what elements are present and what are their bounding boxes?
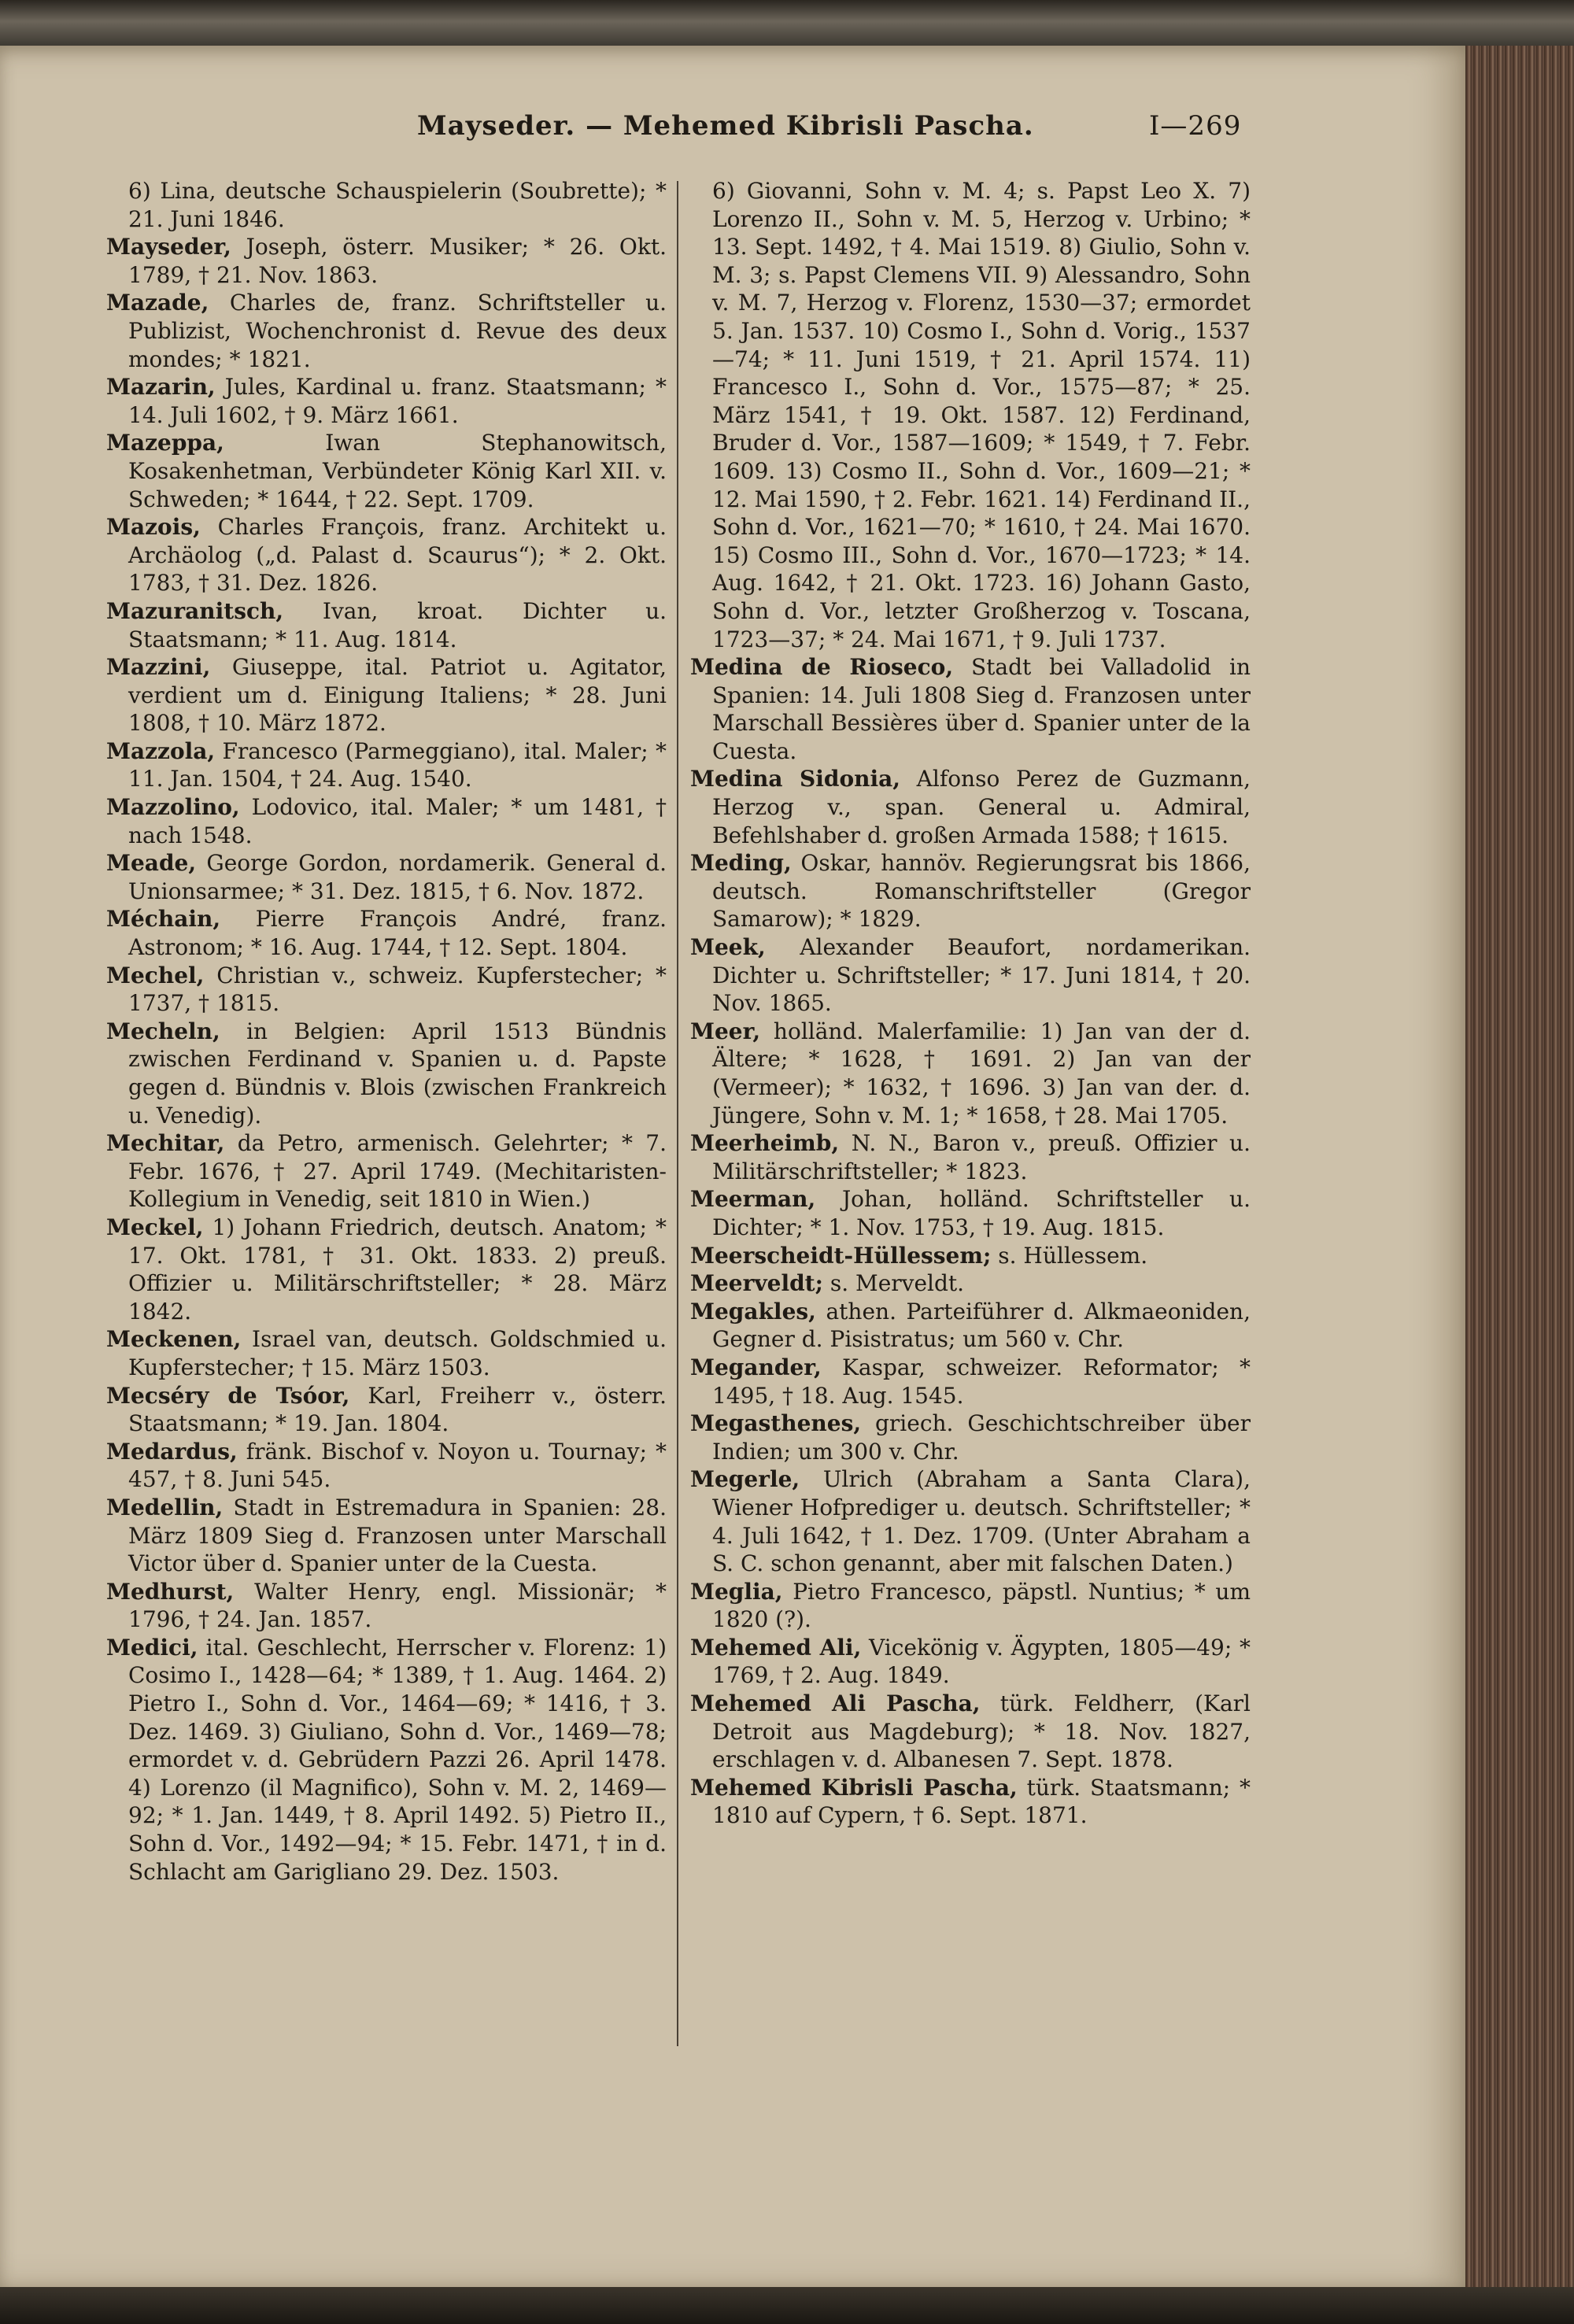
dictionary-entry — [106, 1438, 667, 1494]
header-title: Mayseder. — Mehemed Kibrisli Pascha. — [417, 110, 1034, 142]
entry-text: 6) Giovanni, Sohn v. M. 4; s. Papst Leo X. 7) Lorenzo II., Sohn v. M. 5, Herzog v. Urbino; * 13. Sept. 1492, † 4. Mai 1519. 8) Giulio, Sohn v. M. 3; s. Papst Clemens VII. 9) Alessandro, Sohn v. M. 7, Herzog v. Florenz, 1530—37; ermordet 5. Jan. 1537. 10) Cosmo I., Sohn d. Vorig., 1537—74; * 11. Juni 1519, † 21. April 1574. 11) Francesco I., Sohn d. Vor., 1575—87; * 25. März 1541, † 19. Okt. 1587. 12) Ferdinand, Bruder d. Vor., 1587—1609; * 1549, † 7. Febr. 1609. 13) Cosmo II., Sohn d. Vor., 1609—21; * 12. Mai 1590, † 2. Febr. 1621. 14) Ferdinand II., Sohn d. Vor., 1621—70; * 1610, † 24. Mai 1670. 15) Cosmo III., Sohn d. Vor., 1670—1723; * 14. Aug. 1642, † 21. Okt. 1723. 16) Johann Gasto, Sohn d. Vor., letzter Großherzog v. Toscana, 1723—37; * 24. Mai 1671, † 9. Juli 1737. — [712, 178, 1251, 652]
entry-text: türk. Feldherr, (Karl Detroit aus Magdeburg); * 18. Nov. 1827, erschlagen v. d. Albanesen 7. Sept. 1878. — [712, 1690, 1251, 1773]
entry-text: Christian v., schweiz. Kupferstecher; * 1737, † 1815. — [128, 962, 667, 1017]
entry-text: Joseph, österr. Musiker; * 26. Okt. 1789, † 21. Nov. 1863. — [128, 234, 667, 288]
entry-text: Lodovico, ital. Maler; * um 1481, † nach 1548. — [128, 794, 667, 848]
entry-text: Ivan, kroat. Dichter u. Staatsmann; * 11. Aug. 1814. — [128, 597, 667, 652]
entry-text: ital. Geschlecht, Herrscher v. Florenz: 1) Cosimo I., 1428—64; * 1389, † 1. Aug. 1464. 2) Pietro I., Sohn d. Vor., 1464—69; * 1416, † 3. Dez. 1469. 3) Giuliano, Sohn d. Vor., 1469—78; ermordet v. d. Gebrüdern Pazzi 26. April 1478. 4) Lorenzo (il Magnifico), Sohn v. M. 2, 1469—92; * 1. Jan. 1449, † 8. April 1492. 5) Pietro II., Sohn d. Vor., 1492—94; * 15. Febr. 1471, † in d. Schlacht am Garigliano 29. Dez. 1503. — [128, 1634, 667, 1885]
entry-headword: Meglia, — [690, 1578, 783, 1605]
dictionary-entry — [106, 513, 667, 597]
entry-text: George Gordon, nordamerik. General d. Unionsarmee; * 31. Dez. 1815, † 6. Nov. 1872. — [128, 850, 667, 904]
dictionary-entry — [106, 597, 667, 653]
entry-headword: Medhurst, — [106, 1578, 235, 1605]
book-top-edge — [0, 0, 1574, 47]
entry-headword: Mazarin, — [106, 374, 216, 401]
dictionary-entry — [690, 1578, 1251, 1634]
entry-headword: Megander, — [690, 1354, 822, 1380]
column-divider — [677, 181, 678, 2046]
dictionary-entry — [690, 1185, 1251, 1241]
entry-headword: Mazade, — [106, 290, 209, 316]
entry-text: Johan, holländ. Schriftsteller u. Dichter; * 1. Nov. 1753, † 19. Aug. 1815. — [712, 1186, 1251, 1240]
dictionary-entry — [690, 1465, 1251, 1577]
page-number: I—269 — [1149, 110, 1242, 142]
dictionary-entry — [106, 1129, 667, 1214]
dictionary-entry — [106, 849, 667, 905]
dictionary-entry — [690, 849, 1251, 933]
entry-text: Jules, Kardinal u. franz. Staatsmann; * 14. Juli 1602, † 9. März 1661. — [128, 374, 667, 428]
entry-text: Alexander Beaufort, nordamerikan. Dichter u. Schriftsteller; * 17. Juni 1814, † 20. Nov. 1865. — [712, 934, 1251, 1017]
entry-headword: Meek, — [690, 934, 766, 961]
entry-text: holländ. Malerfamilie: 1) Jan van der d. Ältere; * 1628, † 1691. 2) Jan van der (Vermeer); * 1632, † 1696. 3) Jan van der. d. Jüngere, Sohn v. M. 1; * 1658, † 28. Mai 1705. — [712, 1018, 1251, 1129]
dictionary-entry — [690, 177, 1251, 653]
entry-text: Israel van, deutsch. Goldschmied u. Kupferstecher; † 15. März 1503. — [128, 1326, 667, 1380]
page-stack-edge — [1465, 46, 1574, 2287]
dictionary-entry — [690, 653, 1251, 765]
entry-text: Giuseppe, ital. Patriot u. Agitator, verdient um d. Einigung Italiens; * 28. Juni 1808, † 10. März 1872. — [128, 654, 667, 737]
entry-headword: Mazzolino, — [106, 794, 240, 821]
entry-text: griech. Geschichtschreiber über Indien; um 300 v. Chr. — [712, 1410, 1251, 1465]
entry-headword: Meer, — [690, 1018, 761, 1044]
dictionary-entry — [106, 429, 667, 513]
entry-headword: Megerle, — [690, 1466, 800, 1493]
entry-text: N. N., Baron v., preuß. Offizier u. Militärschriftsteller; * 1823. — [712, 1130, 1251, 1184]
entry-headword: Meade, — [106, 850, 197, 877]
dictionary-entry — [106, 737, 667, 793]
running-header — [417, 110, 1251, 157]
entry-text: 6) Lina, deutsche Schauspielerin (Soubrette); * 21. Juni 1846. — [128, 178, 667, 232]
entry-headword: Megasthenes, — [690, 1410, 862, 1437]
dictionary-entry — [690, 1774, 1251, 1830]
entry-headword: Mazzola, — [106, 737, 216, 764]
entry-text: Francesco (Parmeggiano), ital. Maler; * 11. Jan. 1504, † 24. Aug. 1540. — [128, 737, 667, 793]
entry-text: Alfonso Perez de Guzmann, Herzog v., span. General u. Admiral, Befehlshaber d. großen Armada 1588; † 1615. — [712, 766, 1251, 848]
dictionary-entry — [106, 1018, 667, 1129]
dictionary-entry — [106, 793, 667, 849]
dictionary-entry — [106, 1214, 667, 1325]
entry-headword: Mechel, — [106, 962, 205, 988]
entry-text: fränk. Bischof v. Noyon u. Tournay; * 457, † 8. Juni 545. — [128, 1438, 667, 1493]
entry-text: Vicekönig v. Ägypten, 1805—49; * 1769, † 2. Aug. 1849. — [712, 1634, 1251, 1689]
entry-headword: Mecheln, — [106, 1018, 220, 1044]
dictionary-entry — [106, 233, 667, 289]
entry-text: in Belgien: April 1513 Bündnis zwischen Ferdinand v. Spanien u. d. Papste gegen d. Bündnis v. Blois (zwischen Frankreich u. Venedig). — [128, 1018, 667, 1129]
entry-headword: Mehemed Ali, — [690, 1634, 862, 1661]
entry-headword: Megakles, — [690, 1298, 816, 1325]
entry-text: s. Hüllessem. — [991, 1242, 1148, 1269]
dictionary-entry — [106, 653, 667, 737]
entry-text: Stadt in Estremadura in Spanien: 28. März 1809 Sieg d. Franzosen unter Marschall Victor über d. Spanier unter de la Cuesta. — [128, 1494, 667, 1577]
dictionary-entry — [106, 1382, 667, 1438]
book-bottom-edge — [0, 2287, 1574, 2324]
dictionary-entry — [690, 1269, 1251, 1298]
entry-headword: Meerheimb, — [690, 1130, 840, 1157]
left-column — [106, 177, 667, 1886]
entry-text: s. Merveldt. — [822, 1270, 965, 1297]
entry-text: Karl, Freiherr v., österr. Staatsmann; * 19. Jan. 1804. — [128, 1382, 667, 1437]
entry-headword: Mazeppa, — [106, 430, 224, 456]
entry-headword: Méchain, — [106, 906, 221, 933]
entry-headword: Medina Sidonia, — [690, 766, 901, 793]
dictionary-entry — [106, 1494, 667, 1578]
entry-headword: Mecséry de Tsóor, — [106, 1382, 350, 1409]
entry-headword: Medellin, — [106, 1494, 224, 1520]
entry-text: Charles François, franz. Architekt u. Archäolog („d. Palast d. Scaurus“); * 2. Okt. 1783, † 31. Dez. 1826. — [128, 514, 667, 597]
entry-headword: Meckel, — [106, 1214, 204, 1240]
entry-headword: Mehemed Ali Pascha, — [690, 1690, 981, 1717]
dictionary-entry — [690, 1354, 1251, 1410]
dictionary-entry — [106, 373, 667, 429]
entry-headword: Mehemed Kibrisli Pascha, — [690, 1774, 1018, 1801]
dictionary-entry — [690, 765, 1251, 849]
entry-headword: Meckenen, — [106, 1326, 242, 1353]
entry-headword: Mazzini, — [106, 654, 211, 681]
entry-headword: Mayseder, — [106, 234, 231, 260]
entry-headword: Meerman, — [690, 1186, 816, 1213]
dictionary-entry — [106, 289, 667, 373]
entry-text: türk. Staatsmann; * 1810 auf Cypern, † 6. Sept. 1871. — [712, 1774, 1251, 1829]
dictionary-entry — [690, 1634, 1251, 1690]
dictionary-entry — [690, 1690, 1251, 1774]
entry-text: Ulrich (Abraham a Santa Clara), Wiener Hofprediger u. deutsch. Schriftsteller; * 4. Juli 1642, † 1. Dez. 1709. (Unter Abraham a S. C. schon genannt, aber mit falschen Daten.) — [712, 1466, 1251, 1577]
entry-headword: Meerscheidt-Hüllessem; — [690, 1242, 992, 1269]
entry-headword: Mazois, — [106, 514, 201, 541]
right-column — [690, 177, 1251, 1830]
entry-text: Stadt bei Valladolid in Spanien: 14. Juli 1808 Sieg d. Franzosen unter Marschall Bessières über d. Spanier unter de la Cuesta. — [712, 654, 1251, 764]
dictionary-entry — [106, 962, 667, 1018]
entry-text: Walter Henry, engl. Missionär; * 1796, † 24. Jan. 1857. — [128, 1578, 667, 1633]
dictionary-entry — [106, 1634, 667, 1886]
entry-text: Iwan Stephanowitsch, Kosakenhetman, Verbündeter König Karl XII. v. Schweden; * 1644, † 22. Sept. 1709. — [128, 430, 667, 512]
dictionary-entry — [690, 1018, 1251, 1129]
entry-text: Oskar, hannöv. Regierungsrat bis 1866, deutsch. Romanschriftsteller (Gregor Samarow); * 1829. — [712, 850, 1251, 933]
entry-headword: Meding, — [690, 850, 792, 877]
entry-text: 1) Johann Friedrich, deutsch. Anatom; * 17. Okt. 1781, † 31. Okt. 1833. 2) preuß. Offizier u. Militärschriftsteller; * 28. März 1842. — [128, 1214, 667, 1325]
entry-text: da Petro, armenisch. Gelehrter; * 7. Febr. 1676, † 27. April 1749. (Mechitaristen-Kollegium in Venedig, seit 1810 in Wien.) — [128, 1130, 667, 1213]
entry-headword: Medici, — [106, 1634, 198, 1661]
dictionary-entry — [106, 905, 667, 961]
dictionary-entry — [106, 1578, 667, 1634]
dictionary-entry — [690, 1298, 1251, 1354]
dictionary-entry — [690, 933, 1251, 1018]
dictionary-entry — [690, 1129, 1251, 1185]
dictionary-entry — [690, 1242, 1251, 1270]
dictionary-entry — [106, 1325, 667, 1381]
dictionary-entry — [106, 177, 667, 233]
entry-text: Kaspar, schweizer. Reformator; * 1495, † 18. Aug. 1545. — [712, 1354, 1251, 1409]
entry-headword: Medardus, — [106, 1438, 238, 1465]
dictionary-entry — [690, 1410, 1251, 1465]
entry-headword: Mechitar, — [106, 1130, 225, 1157]
entry-text: Pierre François André, franz. Astronom; * 16. Aug. 1744, † 12. Sept. 1804. — [128, 906, 667, 961]
entry-text: athen. Parteiführer d. Alkmaeoniden, Gegner d. Pisistratus; um 560 v. Chr. — [712, 1298, 1251, 1353]
entry-headword: Medina de Rioseco, — [690, 654, 954, 681]
entry-text: Pietro Francesco, päpstl. Nuntius; * um 1820 (?). — [712, 1578, 1251, 1633]
entry-headword: Meerveldt; — [690, 1270, 823, 1297]
entry-headword: Mazuranitsch, — [106, 597, 284, 624]
entry-text: Charles de, franz. Schriftsteller u. Publizist, Wochenchronist d. Revue des deux mondes; * 1821. — [128, 290, 667, 372]
